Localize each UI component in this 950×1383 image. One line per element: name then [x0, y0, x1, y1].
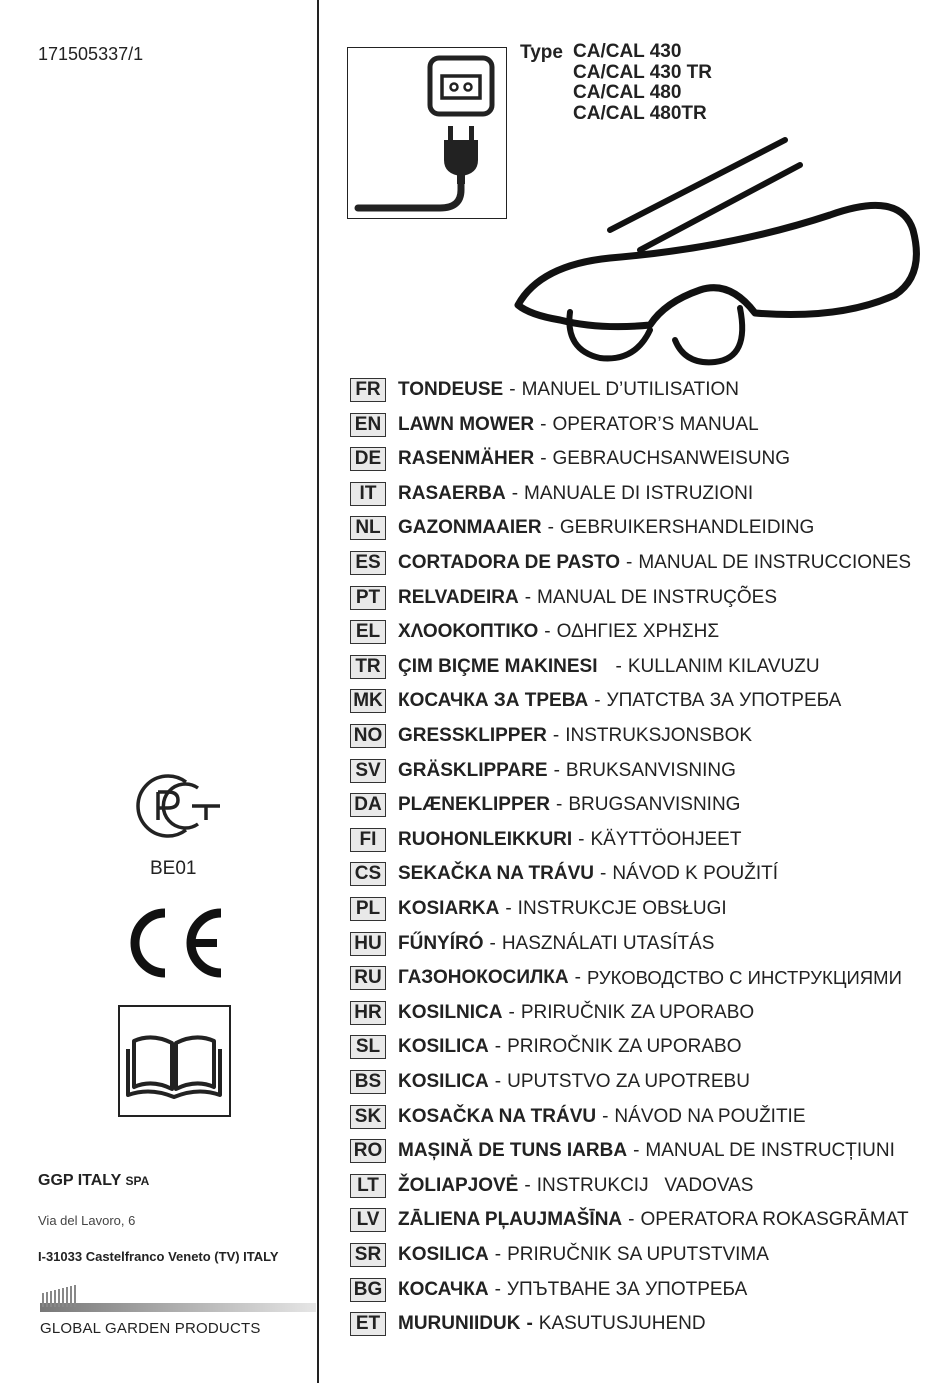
manual-title: NÁVOD K POUŽITÍ [612, 863, 779, 885]
product-title: GAZONMAAIER [398, 517, 542, 539]
language-row-ru [350, 965, 902, 991]
separator: - [508, 1001, 515, 1023]
product-title: KOSILNICA [398, 1001, 503, 1023]
manual-title: GEBRUIKERSHANDLEIDING [559, 517, 815, 539]
manual-title: PRIRUČNIK ZA UPORABO [520, 1001, 755, 1023]
manual-title: PRIROČNIK ZA UPORABO [507, 1036, 742, 1058]
language-row-fi [350, 827, 741, 853]
language-code-badge: RU [350, 966, 386, 990]
separator: - [556, 794, 563, 816]
language-code-badge: SV [350, 759, 386, 783]
product-title: TONDEUSE [398, 379, 504, 400]
language-code-badge: IT [350, 482, 386, 506]
separator: - [524, 1174, 531, 1196]
manual-title: HASZNÁLATI UTASÍTÁS [501, 932, 715, 954]
product-title: RELVADEIRA [398, 586, 519, 608]
separator: - [578, 828, 585, 850]
brand-tagline: GLOBAL GARDEN PRODUCTS [40, 1320, 261, 1337]
separator: - [540, 413, 547, 435]
language-code-badge: LT [350, 1174, 386, 1198]
separator: - [509, 379, 516, 400]
manual-title: OPERATORA ROKASGRĀMAT [640, 1209, 909, 1231]
language-row-bg [350, 1277, 747, 1303]
manual-title: KULLANIM KILAVUZU [627, 655, 820, 677]
language-code-badge: ET [350, 1312, 386, 1336]
language-code-badge: FI [350, 828, 386, 852]
separator: - [553, 759, 560, 781]
product-title: ΧΛΟΟΚΟΠΤΙΚΟ [398, 621, 539, 643]
manual-title: УПЪТВАНЕ ЗА УПОТРЕБА [506, 1278, 748, 1300]
language-code-badge: ES [350, 551, 386, 575]
column-divider [317, 0, 319, 1383]
language-row-it [350, 481, 753, 507]
company-name-text: GGP ITALY [38, 1172, 121, 1189]
separator: - [626, 552, 633, 573]
language-row-sk [350, 1104, 806, 1130]
separator: - [594, 690, 601, 712]
separator: - [552, 725, 560, 746]
manual-title: ΟΔΗΓΙΕΣ ΧΡΗΣΗΣ [556, 621, 720, 643]
product-title: GRESSKLIPPER [398, 725, 547, 746]
separator: - [494, 1071, 502, 1092]
product-title: RUOHONLEIKKURI [398, 828, 573, 850]
language-code-badge: LV [350, 1208, 386, 1232]
language-code-badge: HR [350, 1001, 386, 1025]
separator: - [633, 1140, 640, 1162]
language-code-badge: DE [350, 447, 386, 471]
language-code-badge: PL [350, 897, 386, 921]
manual-title: MANUAL DE INSTRUÇÕES [537, 586, 778, 608]
language-row-pl [350, 896, 727, 922]
product-title: ÇIM BIÇME MAKINESI [398, 655, 598, 677]
language-code-badge: BS [350, 1070, 386, 1094]
read-manual-book-icon [118, 1005, 231, 1117]
separator: - [599, 863, 607, 885]
language-code-badge: FR [350, 378, 386, 402]
language-row-hr [350, 1000, 754, 1026]
language-row-pt [350, 585, 777, 611]
product-title: SEKAČKA NA TRÁVU [398, 863, 594, 885]
electric-plug-icon [347, 47, 507, 219]
language-code-badge: NO [350, 724, 386, 748]
language-row-fr [350, 377, 739, 403]
ggp-logo-icon [40, 1285, 316, 1320]
language-code-badge: SR [350, 1243, 386, 1267]
manual-title: KASUTUSJUHEND [538, 1313, 706, 1335]
language-row-lt [350, 1173, 753, 1199]
product-title: ГАЗОНОКОСИЛКА [398, 967, 569, 989]
product-title: PLÆNEKLIPPER [398, 794, 551, 816]
separator: - [494, 1278, 501, 1300]
language-row-el [350, 619, 719, 645]
language-code-badge: DA [350, 793, 386, 817]
manual-title: MANUALE DI ISTRUZIONI [524, 482, 754, 504]
language-code-badge: BG [350, 1278, 386, 1302]
language-code-badge: EL [350, 620, 386, 644]
language-row-da [350, 792, 740, 818]
language-code-badge: TR [350, 655, 386, 679]
product-title: КОСАЧКА ЗА ТРЕВА [398, 690, 589, 712]
lawn-mower-icon [500, 130, 940, 375]
manual-title: УПАТСТВА ЗА УПОТРЕБА [606, 690, 842, 712]
manual-title: GEBRAUCHSANWEISUNG [552, 448, 791, 470]
separator: - [489, 932, 496, 954]
manual-title: РУКОВОДСТВО С ИНСТРУКЦИЯМИ [586, 967, 902, 989]
language-row-en [350, 412, 759, 438]
language-row-hu [350, 931, 714, 957]
language-row-sl [350, 1034, 741, 1060]
document-code: 171505337/1 [38, 44, 144, 64]
product-title: KOSILICA [398, 1036, 489, 1058]
separator: - [494, 1036, 502, 1058]
separator: - [547, 517, 554, 539]
product-title: ŽOLIAPJOVĖ [398, 1174, 519, 1196]
language-row-tr [350, 654, 820, 680]
language-row-ro [350, 1138, 895, 1164]
product-title: RASAERBA [398, 482, 506, 504]
separator: - [505, 898, 512, 919]
manual-title: KÄYTTÖOHJEET [590, 828, 742, 850]
product-title: KOSILICA [398, 1071, 489, 1092]
separator: - [540, 448, 547, 470]
manual-title: BRUKSANVISNING [565, 759, 736, 781]
separator: - [524, 586, 532, 608]
language-row-et [350, 1311, 706, 1337]
model-name: CA/CAL 430 TR [573, 61, 713, 83]
model-name: CA/CAL 430 [573, 41, 682, 62]
gost-code: BE01 [150, 858, 197, 879]
model-name: CA/CAL 480TR [573, 102, 707, 124]
manual-title: INSTRUKCJE OBSŁUGI [517, 898, 727, 919]
separator: - [544, 621, 551, 643]
language-row-no [350, 723, 752, 749]
separator: - [574, 967, 581, 989]
product-title: KOSIARKA [398, 898, 500, 919]
model-list [573, 42, 712, 124]
language-row-lv [350, 1207, 909, 1233]
manual-title: MANUEL D’UTILISATION [521, 379, 740, 400]
ce-mark-icon [121, 905, 227, 986]
language-row-sv [350, 758, 736, 784]
language-code-badge: CS [350, 862, 386, 886]
language-row-cs [350, 861, 778, 887]
gost-mark-icon [128, 770, 228, 847]
product-title: KOSILICA [398, 1244, 489, 1265]
separator: - [615, 655, 622, 677]
product-title: RASENMÄHER [398, 448, 535, 470]
separator: - [511, 482, 519, 504]
language-row-sr [350, 1242, 769, 1268]
language-row-de [350, 446, 790, 472]
manual-title: BRUGSANVISNING [568, 794, 741, 816]
language-code-badge: NL [350, 516, 386, 540]
language-row-mk [350, 688, 841, 714]
language-row-es [350, 550, 911, 576]
language-code-badge: SK [350, 1105, 386, 1129]
language-code-badge: RO [350, 1139, 386, 1163]
language-code-badge: PT [350, 586, 386, 610]
product-title: ZĀLIENA PĻAUJMAŠĪNA [398, 1209, 623, 1231]
product-title: CORTADORA DE PASTO [398, 552, 621, 573]
separator: - [602, 1105, 609, 1127]
manual-title: OPERATOR’S MANUAL [552, 413, 759, 435]
manual-title: NÁVOD NA POUŽITIE [614, 1105, 806, 1127]
company-suffix: SPA [125, 1174, 150, 1188]
language-code-badge: MK [350, 689, 386, 713]
company-city: I-31033 Castelfranco Veneto (TV) ITALY [38, 1249, 279, 1264]
company-street: Via del Lavoro, 6 [38, 1213, 136, 1228]
manual-title: MANUAL DE INSTRUCCIONES [638, 552, 912, 573]
manual-title: INSTRUKSJONSBOK [565, 725, 753, 746]
language-code-badge: HU [350, 932, 386, 956]
manual-title: MANUAL DE INSTRUCȚIUNI [645, 1140, 895, 1162]
product-title: MAȘINĂ DE TUNS IARBA [398, 1140, 628, 1162]
manual-title: PRIRUČNIK SA UPUTSTVIMA [507, 1244, 769, 1265]
language-row-bs [350, 1069, 750, 1095]
product-title: КОСАЧКА [398, 1278, 489, 1300]
manual-title: INSTRUKCIJ VADOVAS [536, 1174, 754, 1196]
type-label: Type [520, 42, 563, 63]
company-name [38, 1172, 149, 1190]
separator: - [628, 1209, 635, 1231]
product-title: MURUNIIDUK [398, 1313, 521, 1335]
product-title: GRÄSKLIPPARE [398, 759, 548, 781]
product-title: KOSAČKA NA TRÁVU [398, 1105, 597, 1127]
separator: - [526, 1313, 533, 1335]
language-row-nl [350, 515, 814, 541]
manual-title: UPUTSTVO ZA UPOTREBU [507, 1071, 750, 1092]
language-code-badge: SL [350, 1035, 386, 1059]
language-code-badge: EN [350, 413, 386, 437]
separator: - [494, 1244, 502, 1265]
product-title: LAWN MOWER [398, 413, 535, 435]
model-name: CA/CAL 480 [573, 82, 682, 103]
product-title: FŰNYÍRÓ [398, 932, 484, 954]
